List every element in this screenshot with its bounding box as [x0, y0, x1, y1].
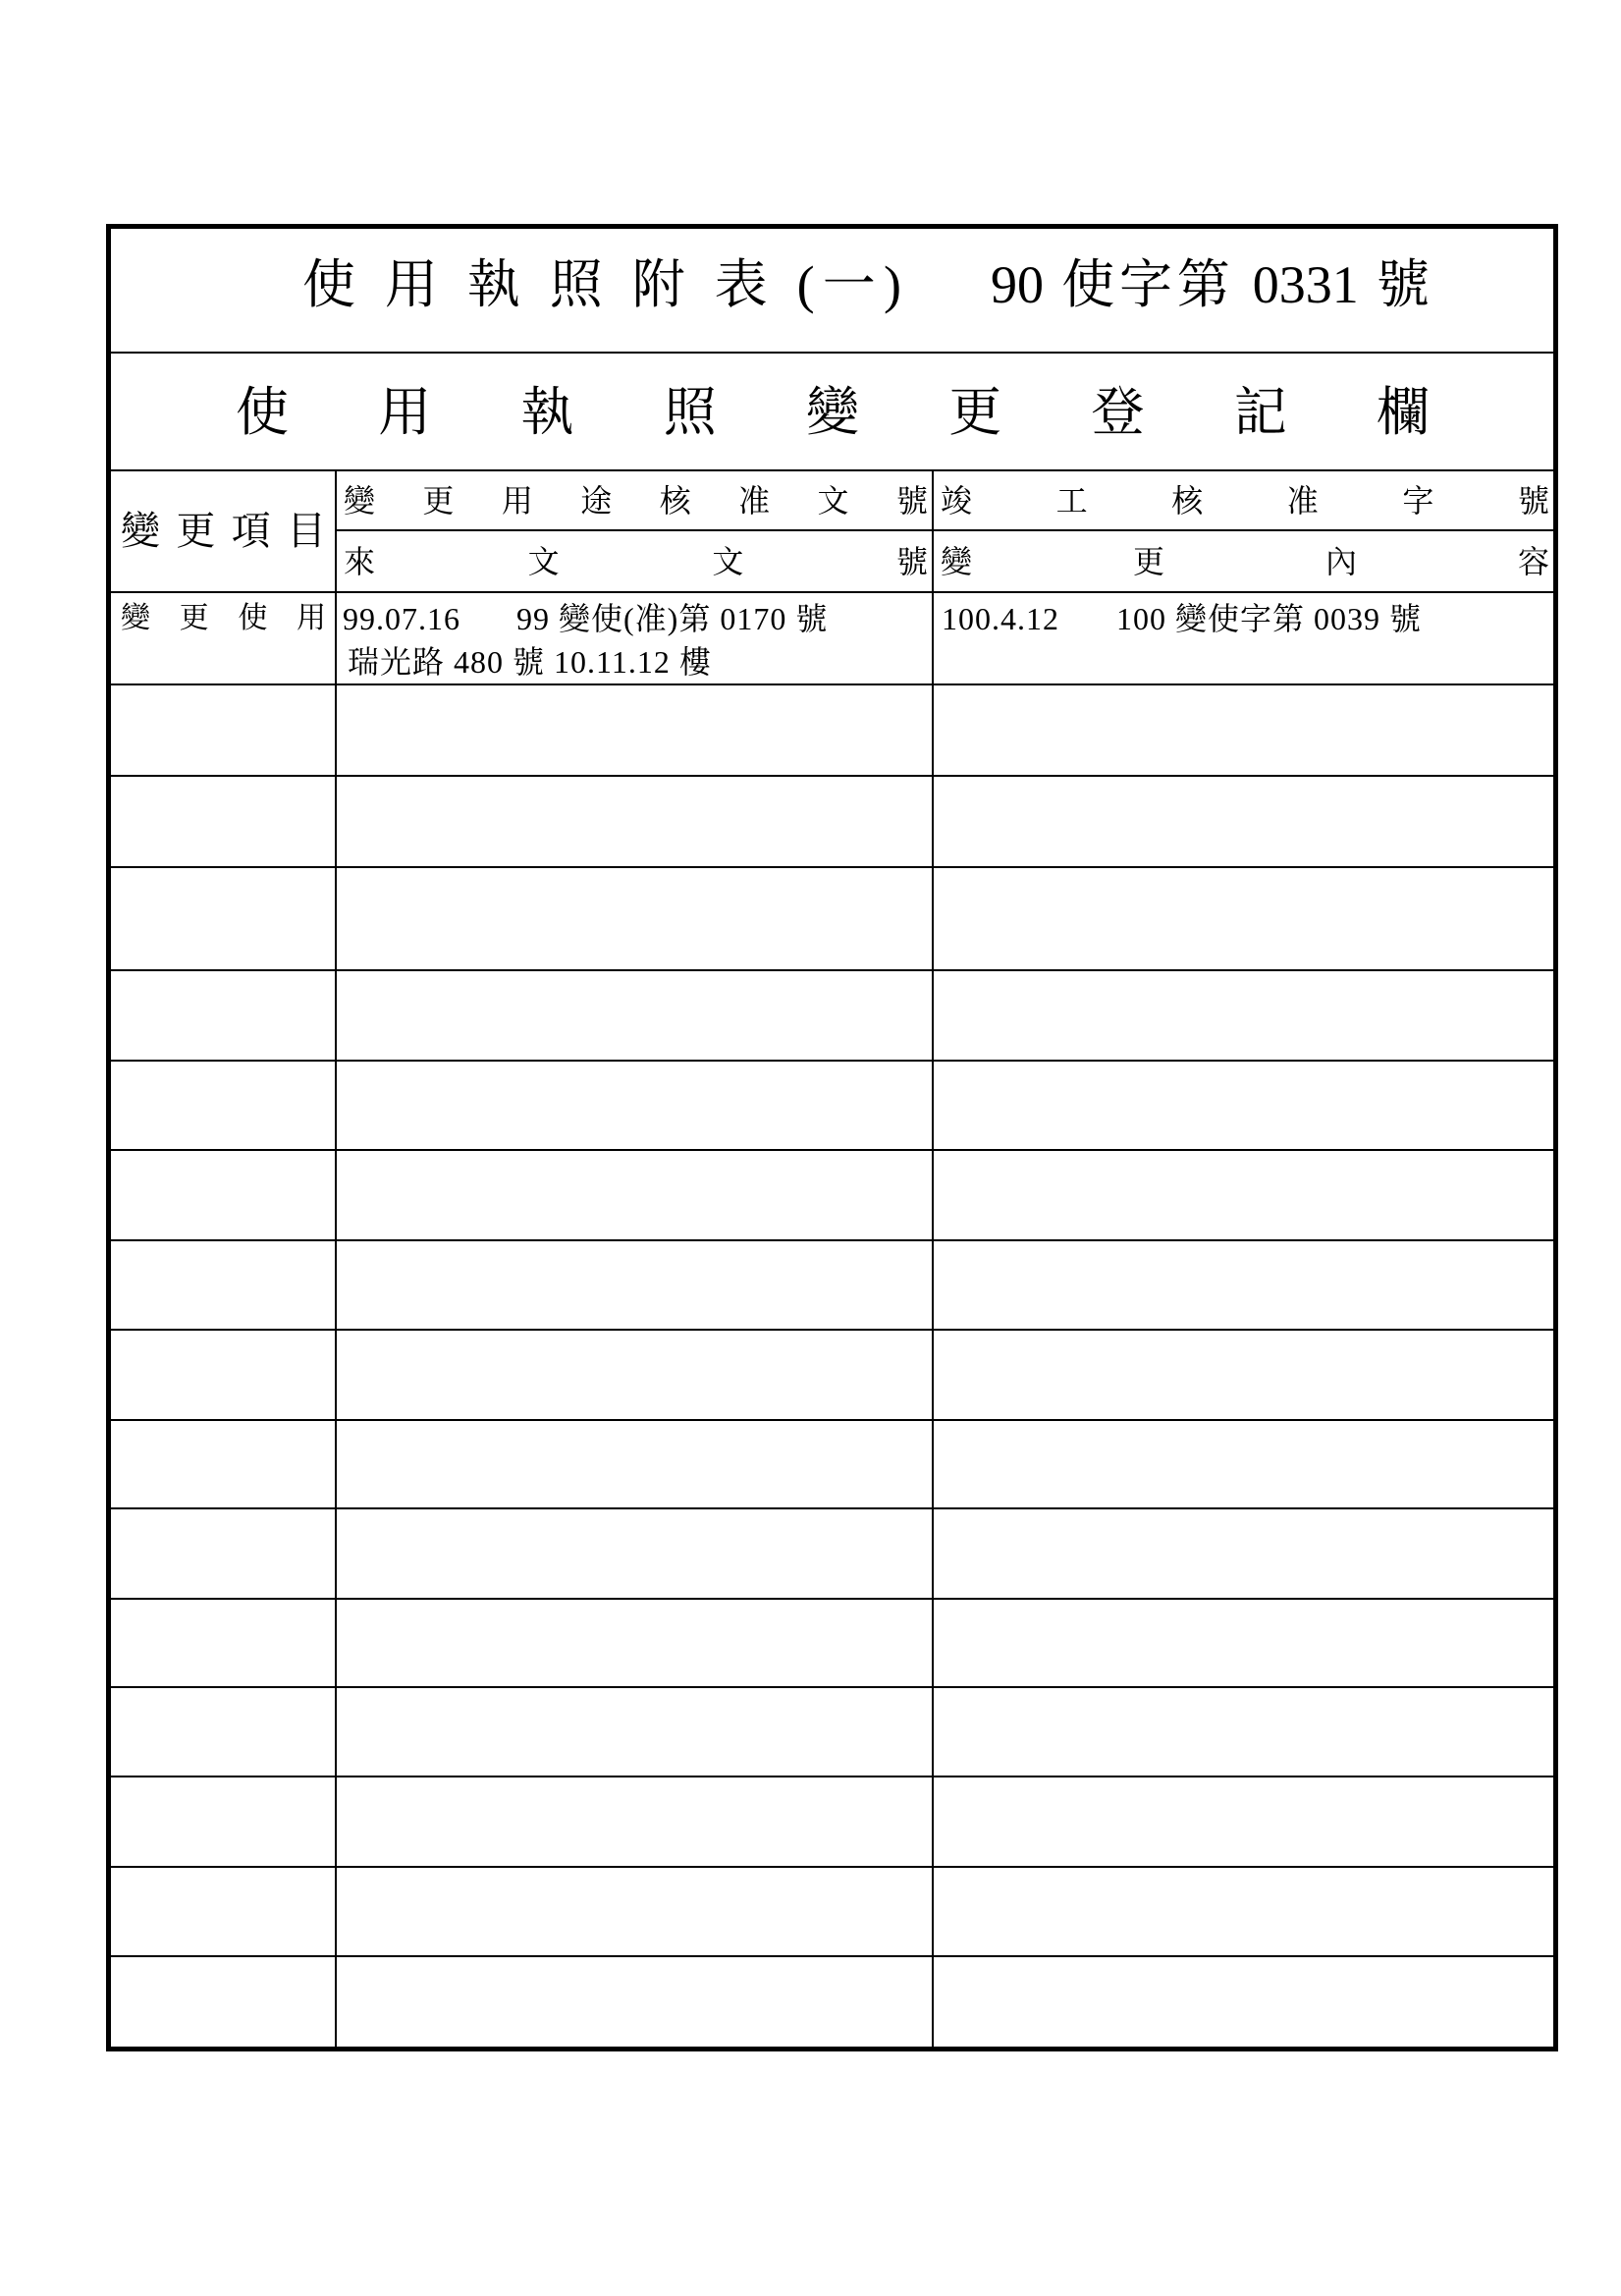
table-row [111, 867, 1553, 970]
permit-number: 90 使字第 0331 號 [991, 255, 1430, 314]
approval-cell [336, 970, 933, 1061]
item-cell [111, 1777, 336, 1867]
completion-number: 100 變使字第 0039 號 [1116, 601, 1423, 636]
usage-permit-form [106, 224, 1558, 2051]
completion-cell [933, 970, 1553, 1061]
item-cell [111, 1240, 336, 1330]
completion-cell [933, 1777, 1553, 1867]
table-row [111, 1687, 1553, 1777]
table-row [111, 1599, 1553, 1687]
item-cell [111, 1061, 336, 1150]
approval-line [343, 597, 932, 640]
table-row [111, 1867, 1553, 1956]
completion-cell [933, 867, 1553, 970]
table-row [111, 1420, 1553, 1508]
completion-cell [933, 1867, 1553, 1956]
approval-number: 99 變使(准)第 0170 號 [516, 601, 829, 636]
header-row [111, 471, 1553, 530]
change-register-table [111, 471, 1553, 2049]
form-title: 使 用 執 照 附 表 (一) [302, 255, 901, 314]
completion-cell [933, 684, 1553, 776]
completion-cell [933, 1061, 1553, 1150]
table-row [111, 970, 1553, 1061]
header-change-item: 變 更 項 目 [121, 509, 326, 553]
completion-cell [933, 1687, 1553, 1777]
completion-cell [933, 776, 1553, 867]
approval-cell [336, 1777, 933, 1867]
item-cell [111, 1150, 336, 1240]
completion-cell [933, 1599, 1553, 1687]
table-row [111, 1061, 1553, 1150]
completion-cell [933, 1150, 1553, 1240]
approval-cell [336, 1240, 933, 1330]
approval-cell [336, 1867, 933, 1956]
item-cell [111, 1867, 336, 1956]
completion-cell [933, 1956, 1553, 2049]
completion-cell [933, 592, 1553, 684]
item-cell [111, 1599, 336, 1687]
table-row [111, 1508, 1553, 1599]
table-row [111, 1777, 1553, 1867]
approval-cell [336, 1599, 933, 1687]
approval-cell [336, 1508, 933, 1599]
address-line [343, 640, 932, 683]
completion-line [942, 597, 1553, 640]
approval-cell [336, 1420, 933, 1508]
section-title: 使 用 執 照 變 更 登 記 欄 [236, 383, 1430, 442]
completion-cell [933, 1240, 1553, 1330]
item-cell [111, 1508, 336, 1599]
item-cell [111, 1687, 336, 1777]
header-incoming-doc-cell [336, 530, 933, 592]
approval-cell [336, 592, 933, 684]
header-completion-no: 竣 工 核 准 字 號 [941, 482, 1549, 519]
item-cell [111, 592, 336, 684]
completion-cell [933, 1508, 1553, 1599]
table-row [111, 1240, 1553, 1330]
header-completion-cell [933, 471, 1553, 530]
completion-date: 100.4.12 [942, 601, 1059, 636]
change-item: 變 更 使 用 [121, 602, 326, 634]
title-row [111, 229, 1553, 354]
item-cell [111, 970, 336, 1061]
item-cell [111, 1420, 336, 1508]
header-incoming-doc-no: 來 文 文 號 [344, 543, 928, 579]
approval-cell [336, 684, 933, 776]
item-cell [111, 684, 336, 776]
approval-cell [336, 776, 933, 867]
header-approval-doc-cell [336, 471, 933, 530]
item-cell [111, 1956, 336, 2049]
header-change-item-cell [111, 471, 336, 592]
completion-cell [933, 1330, 1553, 1420]
address: 瑞光路 480 號 10.11.12 樓 [348, 644, 712, 680]
section-title-row [111, 354, 1553, 471]
approval-cell [336, 1687, 933, 1777]
item-cell [111, 867, 336, 970]
table-row [111, 684, 1553, 776]
table-row [111, 1150, 1553, 1240]
approval-cell [336, 1061, 933, 1150]
table-row [111, 1956, 1553, 2049]
approval-cell [336, 867, 933, 970]
table-row [111, 592, 1553, 684]
header-change-content: 變 更 內 容 [941, 543, 1549, 579]
header-approval-doc-no: 變 更 用 途 核 准 文 號 [344, 482, 928, 519]
table-row [111, 776, 1553, 867]
approval-cell [336, 1330, 933, 1420]
table-row [111, 1330, 1553, 1420]
approval-date: 99.07.16 [343, 601, 460, 636]
item-cell [111, 1330, 336, 1420]
completion-cell [933, 1420, 1553, 1508]
header-change-content-cell [933, 530, 1553, 592]
approval-cell [336, 1956, 933, 2049]
approval-cell [336, 1150, 933, 1240]
item-cell [111, 776, 336, 867]
